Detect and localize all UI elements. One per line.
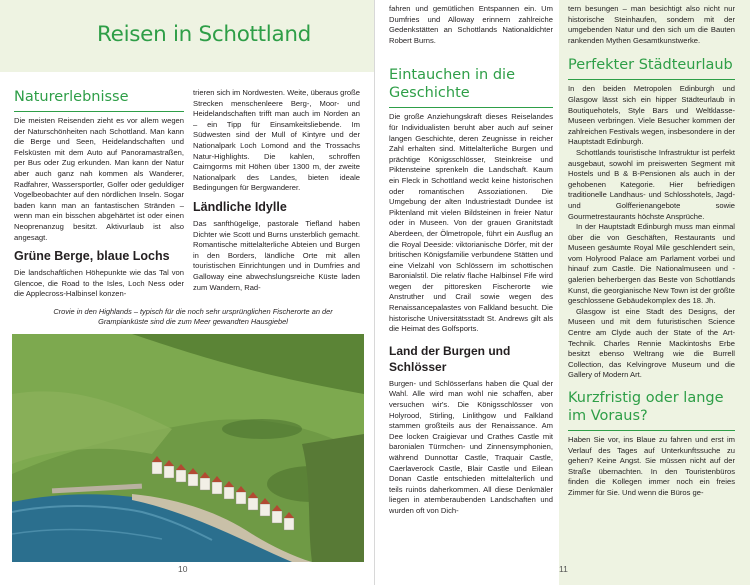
- paragraph: tern besungen – man besichtigt also nicht nur historische Steinhaufen, sondern mit der umgebenden Natur und den sich um die Bauten rankenden Mythen Gesamtkunstwerke.: [568, 4, 735, 45]
- paragraph: fahren und gemütlichen Entspannen ein. Um Dumfries und Alloway erinnern zahlreiche Gedenkstätten an Schottlands Nationaldichter Robert Burns.: [389, 4, 553, 45]
- crovie-photo: [12, 334, 364, 562]
- section-heading-kurzfristig: Kurzfristig oder lange im Voraus?: [568, 390, 724, 424]
- right-page: [375, 0, 750, 585]
- paragraph: In den beiden Metropolen Edinburgh und Glasgow lässt sich ein hipper Städteurlaub in Boutiquehotels, Style Bars und Weltklasse-Museen verbringen. Viele Besucher kommen der zahlreichen Festivals wegen, insbesondere in der Hauptstadt Edinburgh.: [568, 84, 735, 147]
- left-column-2: [193, 88, 360, 293]
- left-column-1: [14, 88, 184, 300]
- paragraph: trieren sich im Nordwesten. Weite, überaus große Strecken menschenleere Berg-, Moor- und Heidelandschaften trifft man auch im Norden an – ein Tipp für Einsamkeitsliebende. Im Südwesten sind der Mull of Kintyre und der Nationalpark Loch Lomond and the Trossachs Natur-Highlights. Die kahlen, schroffen Cairngorms mit Höhen über 1300 m, der zweite Nationalpark des Landes, bieten ideale Bedingungen für Bergwanderer.: [193, 88, 360, 193]
- paragraph: Das sanfthügelige, pastorale Tiefland haben Dichter wie Scott und Burns unsterblich gemacht. Romantische mittelalterliche Abteien und Burgen in den Borders, ländliche Orte mit allen touristischen Einrichtungen und in Dumfries and Galloway eine abwechslungsreiche Küste laden zum Wandern, Rad-: [193, 218, 360, 292]
- subheading-laendliche-idylle: Ländliche Idylle: [193, 199, 287, 214]
- section-heading-staedteurlaub: Perfekter Städteurlaub: [568, 57, 733, 74]
- heading-rule: [568, 79, 735, 80]
- heading-rule: [389, 107, 553, 108]
- section-heading-geschichte: Eintauchen in die Geschichte: [389, 67, 516, 102]
- subheading-burgen: Land der Burgen und Schlösser: [389, 343, 511, 374]
- coastal-village-illustration: [12, 334, 364, 562]
- paragraph: Die landschaftlichen Höhepunkte wie das Tal von Glencoe, die Road to the Isles, Loch Ness oder die Applecross-Halbinsel konzen-: [14, 268, 184, 299]
- paragraph: Haben Sie vor, ins Blaue zu fahren und erst im Verlauf des Tages auf Unterkunftssuche zu gehen? Keine Angst. Sie müssen nicht auf der Straße übernachten. In den Touristenbüros finden die Kollegen immer noch ein freies Zimmer für Sie. Und wenn die Büros ge-: [568, 435, 735, 497]
- right-column-1: [389, 4, 553, 517]
- paragraph: Glasgow ist eine Stadt des Designs, der Museen und mit dem futuristischen Science Centre am Clyde auch der State of the Art-Technik. Charles Rennie Mackintoshs Erbe besitzt ebenso Weltrang wie die Burrell Collection, das Kelvingrove Museum und die Gallery of Modern Art.: [568, 306, 735, 380]
- paragraph: In der Hauptstadt Edinburgh muss man einmal über die von Geschäften, Restaurants und Museen gesäumte Royal Mile geschlendert sein, vom Holyrood Palace am Parlament vorbei und hinauf zum Castle. Die Nationalmuseen und -galerien beherbergen das Beste von Schottlands Kunst, die georgianische New Town ist der größte geschlossene Gebäudekomplex des 18. Jh.: [568, 222, 736, 306]
- paragraph: Die große Anziehungskraft dieses Reiselandes für Individualisten beruht aber auch auf seiner langen Geschichte, deren Zeugnisse in reicher Zahl erhalten sind. Mittelalterliche Burgen und prächtige Königsschlösser, Steinkreise und Piktensteine sprenkeln die Landschaft. Kaum ein Fleck in Schottland weckt keine historischen oder romantischen Assoziationen. Die Umgebung der alten Industriestadt Dundee ist Piktenland mit vielen Bildsteinen in freier Natur oder in Museen. Von der grauen Granitstadt Aberdeen, der Ölmetropole, führt ein Ausflug an die Royal Deeside: viktorianische Dörfer, mit der britischen Königsfamilie verbundene Stätten und eine Vielzahl von Schlössern im schottischen Baronialstil. Die relativ flache Halbinsel Fife wird wegen der pittoresken Fischerorte wie Anstruther und Crail sowie wegen des Renaissancepalastes von Falkland besucht. Die historische Universitätsstadt St. Andrews gilt als die Heimat des Golfsports.: [389, 112, 553, 334]
- paragraph: Schottlands touristische Infrastruktur ist perfekt ausgebaut, sowohl im preiswerten Segment mit Hostels und B & B-Pensionen als auch in der gehobenen Kategorie. Hier befriedigen traditionelle Landhaus- und Schlosshotels, Jagd- und Golfferienangebote sowie Gourmetrestaurants höchste Ansprüche.: [568, 147, 735, 221]
- page-number-right: 11: [559, 564, 568, 574]
- page-title: Reisen in Schottland: [97, 22, 312, 47]
- section-heading-naturerlebnisse: Naturerlebnisse: [14, 89, 129, 105]
- photo-caption: Crovie in den Highlands – typisch für die noch sehr ursprünglichen Fischerorte an der Grampianküste sind die zum Meer gewandten Hausgiebel: [53, 307, 333, 326]
- right-column-2: [568, 4, 735, 499]
- paragraph: Burgen- und Schlösserfans haben die Qual der Wahl. Alle wird man wohl nie schaffen, aber versuchen wir's. Die Königsschlösser von Holyrood, Stirling, Linlithgow und Falkland stammen großteils aus der Renaissance. Am Dee locken Craigievar und Crathes Castle mit baronialen Türmchen- und Zinnensymphonien, während Dunnottar Castle, Traquair Castle, Caerlaverock Castle, Blair Castle und Eilean Donan Castle entschieden mittelalterlich und teils ruinös daherkommen. All diese Denkmäler liegen in atemberaubenden Landschaften und wurden oft von Dich-: [389, 378, 553, 515]
- subheading-gruene-berge: Grüne Berge, blaue Lochs: [14, 249, 170, 264]
- page-number-left: 10: [178, 564, 188, 574]
- heading-rule: [14, 111, 184, 112]
- paragraph: Die meisten Reisenden zieht es vor allem wegen der Naturschönheiten nach Schottland. Man kann die Berge und Seen, Heidelandschaften und Felsküsten mit dem Auto auf Panoramastraßen, per Bus oder Zug erkunden. Man kann der Natur aber auch ganz nah kommen als Wanderer, Radfahrer, Wassersportler, Golfer oder geduldiger Vogelbeobachter auf den nördlichen Inseln. Sogar baden kann man an fantastischen Stränden – wenn man ein bisschen abgehärtet ist oder einen Neoprenanzug besitzt. Aktivurlaub ist also angesagt.: [14, 116, 184, 242]
- heading-rule: [568, 430, 735, 431]
